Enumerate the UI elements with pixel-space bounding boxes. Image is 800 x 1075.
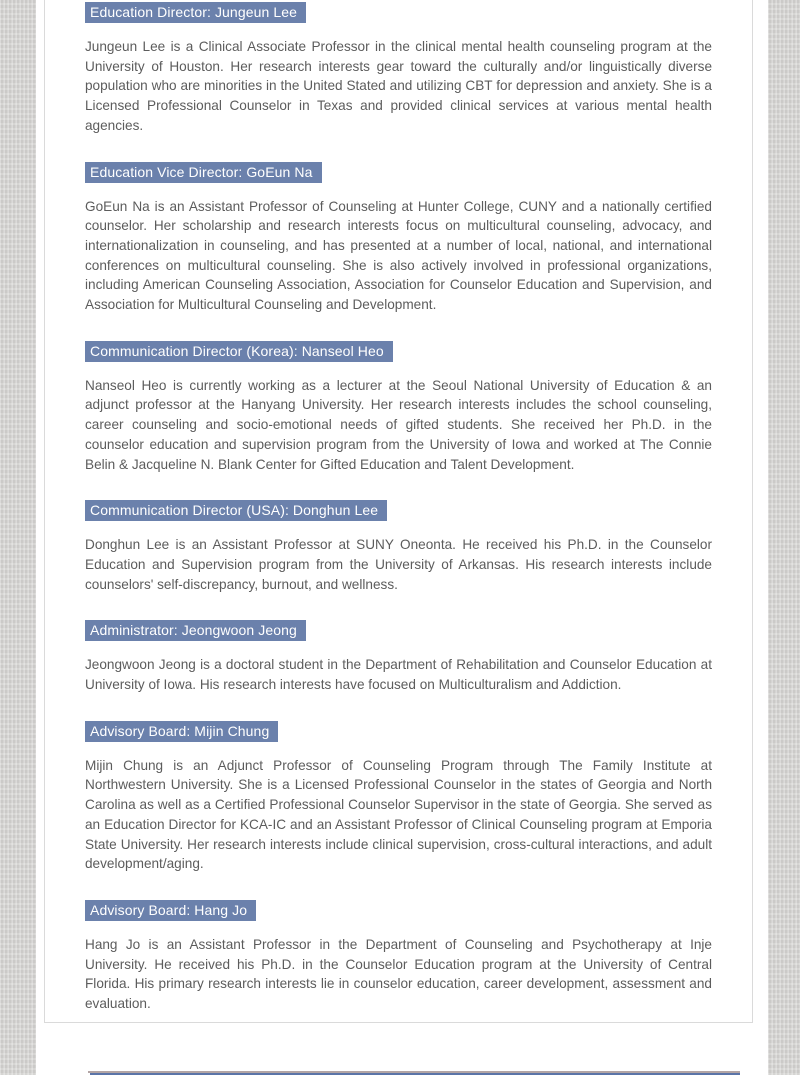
officer-bio: GoEun Na is an Assistant Professor of Counseling at Hunter College, CUNY and a nationally certified counselor. Her scholarship and research interests focus on multicultural counseling, advocacy, and internationalization in counseling, and has presented at a number of local, national, and international conferences on multicultural counseling. She is also actively involved in professional organizations, including American Counseling Association, Association for Counselor Education and Supervision, and Association for Multicultural Counseling and Development. <box>85 198 712 313</box>
officer-bio: Hang Jo is an Assistant Professor in the Department of Counseling and Psychotherapy at Inje University. He received his Ph.D. in the Counselor Education program at the University of Central Florida. His primary research interests lie in counselor education, career development, assessment and evaluation. <box>85 936 712 1012</box>
officer-section-administrator <box>85 620 712 694</box>
officer-bio: Jungeun Lee is a Clinical Associate Professor in the clinical mental health counseling program at the University of Houston. Her research interests gear toward the culturally and/or linguistically diverse population who are minorities in the United Stated and utilizing CBT for depression and anxiety. She is a Licensed Professional Counselor in Texas and provided clinical services at various mental health agencies. <box>85 39 712 133</box>
officer-section-communication-director-usa <box>85 500 712 594</box>
officer-section-education-vice-director <box>85 162 712 315</box>
officer-section-advisory-board-hang-jo <box>85 900 712 1014</box>
officer-title-badge: Advisory Board: Mijin Chung <box>85 721 278 742</box>
officer-title-badge: Education Vice Director: GoEun Na <box>85 162 322 183</box>
officer-bio: Donghun Lee is an Assistant Professor at SUNY Oneonta. He received his Ph.D. in the Counselor Education and Supervision program from the University of Arkansas. His research interests include counselors' self-discrepancy, burnout, and wellness. <box>85 537 712 592</box>
officer-title-badge: Administrator: Jeongwoon Jeong <box>85 620 306 641</box>
officer-title-badge: Communication Director (Korea): Nanseol Heo <box>85 341 393 362</box>
officer-bio: Mijin Chung is an Adjunct Professor of Counseling Program through The Family Institute at Northwestern University. She is a Licensed Professional Counselor in the states of Georgia and North Carolina as well as a Certified Professional Counselor Supervisor in the state of Georgia. She served as an Education Director for KCA-IC and an Assistant Professor of Clinical Counseling program at Emporia State University. Her research interests include clinical supervision, cross-cultural interactions, and adult development/aging. <box>85 757 712 872</box>
officer-title-badge: Advisory Board: Hang Jo <box>85 900 256 921</box>
officer-section-education-director <box>85 2 712 136</box>
officer-bio: Jeongwoon Jeong is a doctoral student in the Department of Rehabilitation and Counselor Education at University of Iowa. His research interests have focused on Multiculturalism and Addiction. <box>85 657 712 693</box>
officer-section-communication-director-korea <box>85 341 712 475</box>
officer-section-advisory-board-mijin-chung <box>85 721 712 874</box>
document-page <box>44 0 753 1023</box>
officer-title-badge: Communication Director (USA): Donghun Lee <box>85 500 387 521</box>
officer-title-badge: Education Director: Jungeun Lee <box>85 2 306 23</box>
officer-bio: Nanseol Heo is currently working as a lecturer at the Seoul National University of Education & an adjunct professor at the Hanyang University. Her research interests includes the school counseling, career counseling and socio-emotional needs of gifted students. She received her Ph.D. in the counselor education and supervision program from the University of Iowa and worked at The Connie Belin & Jacqueline N. Blank Center for Gifted Education and Talent Development. <box>85 377 712 472</box>
